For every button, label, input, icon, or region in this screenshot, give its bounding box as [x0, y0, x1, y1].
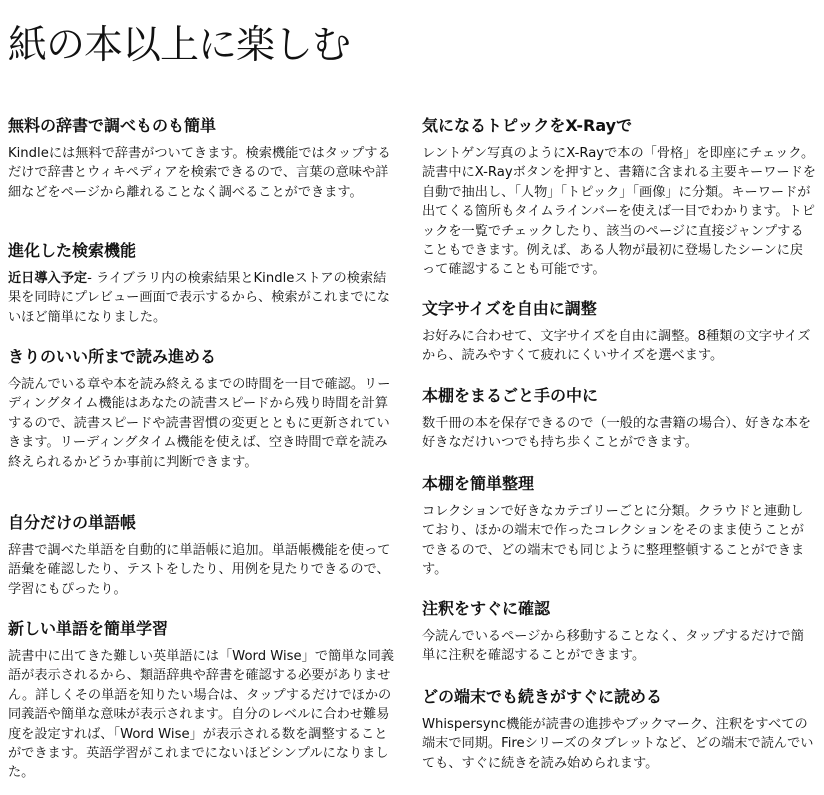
- feature-title: 本棚をまるごと手の中に: [422, 386, 599, 405]
- feature-body: 読書中に出てきた難しい英単語には「Word Wise」で簡単な同義語が表示されるから、類語辞典や辞書を確認する必要がありません。詳しくその単語を知りたい場合は、タップするだけでほかの同義語や簡単な意味が表示されます。自分のレベルに合わせ難易度を設定すれば、「Word Wise」が表示される数を調整することができます。英語学習がこれまでにないほどシンプルになりました。: [8, 649, 394, 781]
- feature-title: 注釈をすぐに確認: [422, 599, 551, 618]
- feature-title: 気になるトピックをX-Rayで: [422, 116, 633, 135]
- feature-body: お好みに合わせて、文字サイズを自由に調整。8種類の文字サイズから、読みやすくて疲れにくいサイズを選べます。: [422, 329, 811, 364]
- feature-word-wise: [8, 618, 398, 783]
- feature-body: Kindleには無料で辞書がついてきます。検索機能ではタップするだけで辞書とウィキペディアを検索できるので、言葉の意味や詳細などをページから離れることなく調べることができます。: [8, 146, 391, 200]
- feature-body: - ライブラリ内の検索結果とKindleストアの検索結果を同時にプレビュー画面で表示するから、検索がこれまでにないほど簡単になりました。: [8, 271, 390, 325]
- feature-reading-time: [8, 346, 398, 472]
- page-title: 紙の本以上に楽しむ: [8, 23, 351, 68]
- feature-body: Whispersync機能が読書の進捗やブックマーク、注釈をすべての端末で同期。Fireシリーズのタブレットなど、どの端末で読んでいても、すぐに続きを読み始められます。: [422, 717, 814, 771]
- feature-body: 今読んでいる章や本を読み終えるまでの時間を一目で確認。リーディングタイム機能はあなたの読書スピードから残り時間を計算するので、読書スピードや読書習慣の変更とともに更新されていきます。リーディングタイム機能を使えば、空き時間で章を読み終えられるかどうか事前に判断できます。: [8, 377, 391, 470]
- feature-footnotes: [422, 598, 816, 666]
- feature-collections: [422, 473, 816, 580]
- feature-body: 辞書で調べた単語を自動的に単語帳に追加。単語帳機能を使って語彙を確認したり、テストをしたり、用例を見たりできるので、学習にもぴったり。: [8, 543, 391, 597]
- feature-title: 進化した検索機能: [8, 241, 137, 260]
- feature-title: 新しい単語を簡単学習: [8, 619, 169, 638]
- feature-font-size: [422, 298, 816, 366]
- coming-soon-label: 近日導入予定: [8, 271, 88, 286]
- feature-title: 無料の辞書で調べものも簡単: [8, 116, 217, 135]
- feature-x-ray: [422, 115, 816, 280]
- feature-search: [8, 240, 398, 327]
- feature-title: きりのいい所まで読み進める: [8, 347, 217, 366]
- feature-body: 数千冊の本を保存できるので（一般的な書籍の場合）、好きな本を好きなだけいつでも持ち歩くことができます。: [422, 416, 812, 451]
- feature-title: 自分だけの単語帳: [8, 513, 137, 532]
- feature-whispersync: [422, 686, 816, 773]
- feature-title: 文字サイズを自由に調整: [422, 299, 597, 318]
- feature-body: コレクションで好きなカテゴリーごとに分類。クラウドと連動しており、ほかの端末で作ったコレクションをそのまま使うことができるので、どの端末でも同じように整理整頓することができます。: [422, 504, 805, 578]
- feature-title: 本棚を簡単整理: [422, 474, 535, 493]
- feature-bookshelf: [422, 385, 816, 453]
- feature-body: 今読んでいるページから移動することなく、タップするだけで簡単に注釈を確認することができます。: [422, 629, 804, 664]
- feature-dictionary: [8, 115, 398, 202]
- feature-title: どの端末でも続きがすぐに読める: [422, 687, 663, 706]
- feature-vocabulary: [8, 512, 398, 599]
- feature-body: レントゲン写真のようにX-Rayで本の「骨格」を即座にチェック。読書中にX-Rayボタンを押すと、書籍に含まれる主要キーワードを自動で抽出し、「人物」「トピック」「画像」に分類。キーワードが出てくる箇所もタイムラインバーを使えば一目でわかります。トピックを一覧でチェックしたり、該当のページに直接ジャンプすることもできます。例えば、ある人物が最初に登場したシーンに戻って確認することも可能です。: [422, 146, 816, 278]
- feature-body-wrapper: [8, 269, 398, 327]
